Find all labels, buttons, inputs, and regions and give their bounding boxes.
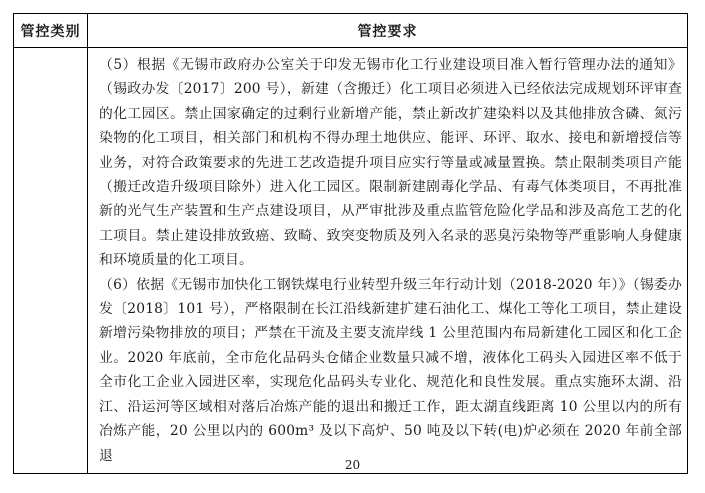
category-cell (14, 48, 88, 474)
header-control-requirement: 管控要求 (88, 14, 688, 48)
requirement-paragraph-5: （5）根据《无锡市政府办公室关于印发无锡市化工行业建设项目准入暂行管理办法的通知》（锡政办发〔2017〕200 号），新建（含搬迁）化工项目必须进入已经依法完成规划环评审查的化工园区。禁止国家确定的过剩行业新增产能，禁止新改扩建染料以及其他排放含磷、氮污染物的化工项目，相关部门和机构不得办理土地供应、能评、环评、取水、接电和新增授信等业务，对符合政策要求的先进工艺改造提升项目应实行等量或减量置换。禁止限制类项目产能（搬迁改造升级项目除外）进入化工园区。限制新建剧毒化学品、有毒气体类项目，不再批准新的光气生产装置和生产点建设项目，从严审批涉及重点监管危险化学品和涉及高危工艺的化工项目。禁止建设排放致癌、致畸、致突变物质及列入名录的恶臭污染物等严重影响人身健康和环境质量的化工项目。 (99, 57, 682, 269)
requirements-cell (88, 48, 688, 474)
control-requirements-table (13, 13, 688, 474)
table-header-row (14, 14, 688, 48)
page-number: 20 (344, 458, 361, 472)
requirement-paragraph-6: （6）依据《无锡市加快化工钢铁煤电行业转型升级三年行动计划（2018-2020 年）》（锡委办发〔2018〕101 号），严格限制在长江沿线新建扩建石油化工、煤化工等化工项目，禁止建设新增污染物排放的项目；严禁在干流及主要支流岸线 1 公里范围内布局新建化工园区和化工企业。2020 年底前，全市危化品码头仓储企业数量只减不增，液体化工码头入园进区率不低于全市化工企业入园进区率，实现危化品码头专业化、规范化和良性发展。重点实施环太湖、沿江、沿运河等区域相对落后冶炼产能的退出和搬迁工作，距太湖直线距离 10 公里以内的所有冶炼产能，20 公里以内的 600m³ 及以下高炉、50 吨及以下转(电)炉必须在 2020 年前全部退 (99, 276, 682, 464)
header-control-category: 管控类别 (14, 14, 88, 48)
table-row (14, 48, 688, 474)
